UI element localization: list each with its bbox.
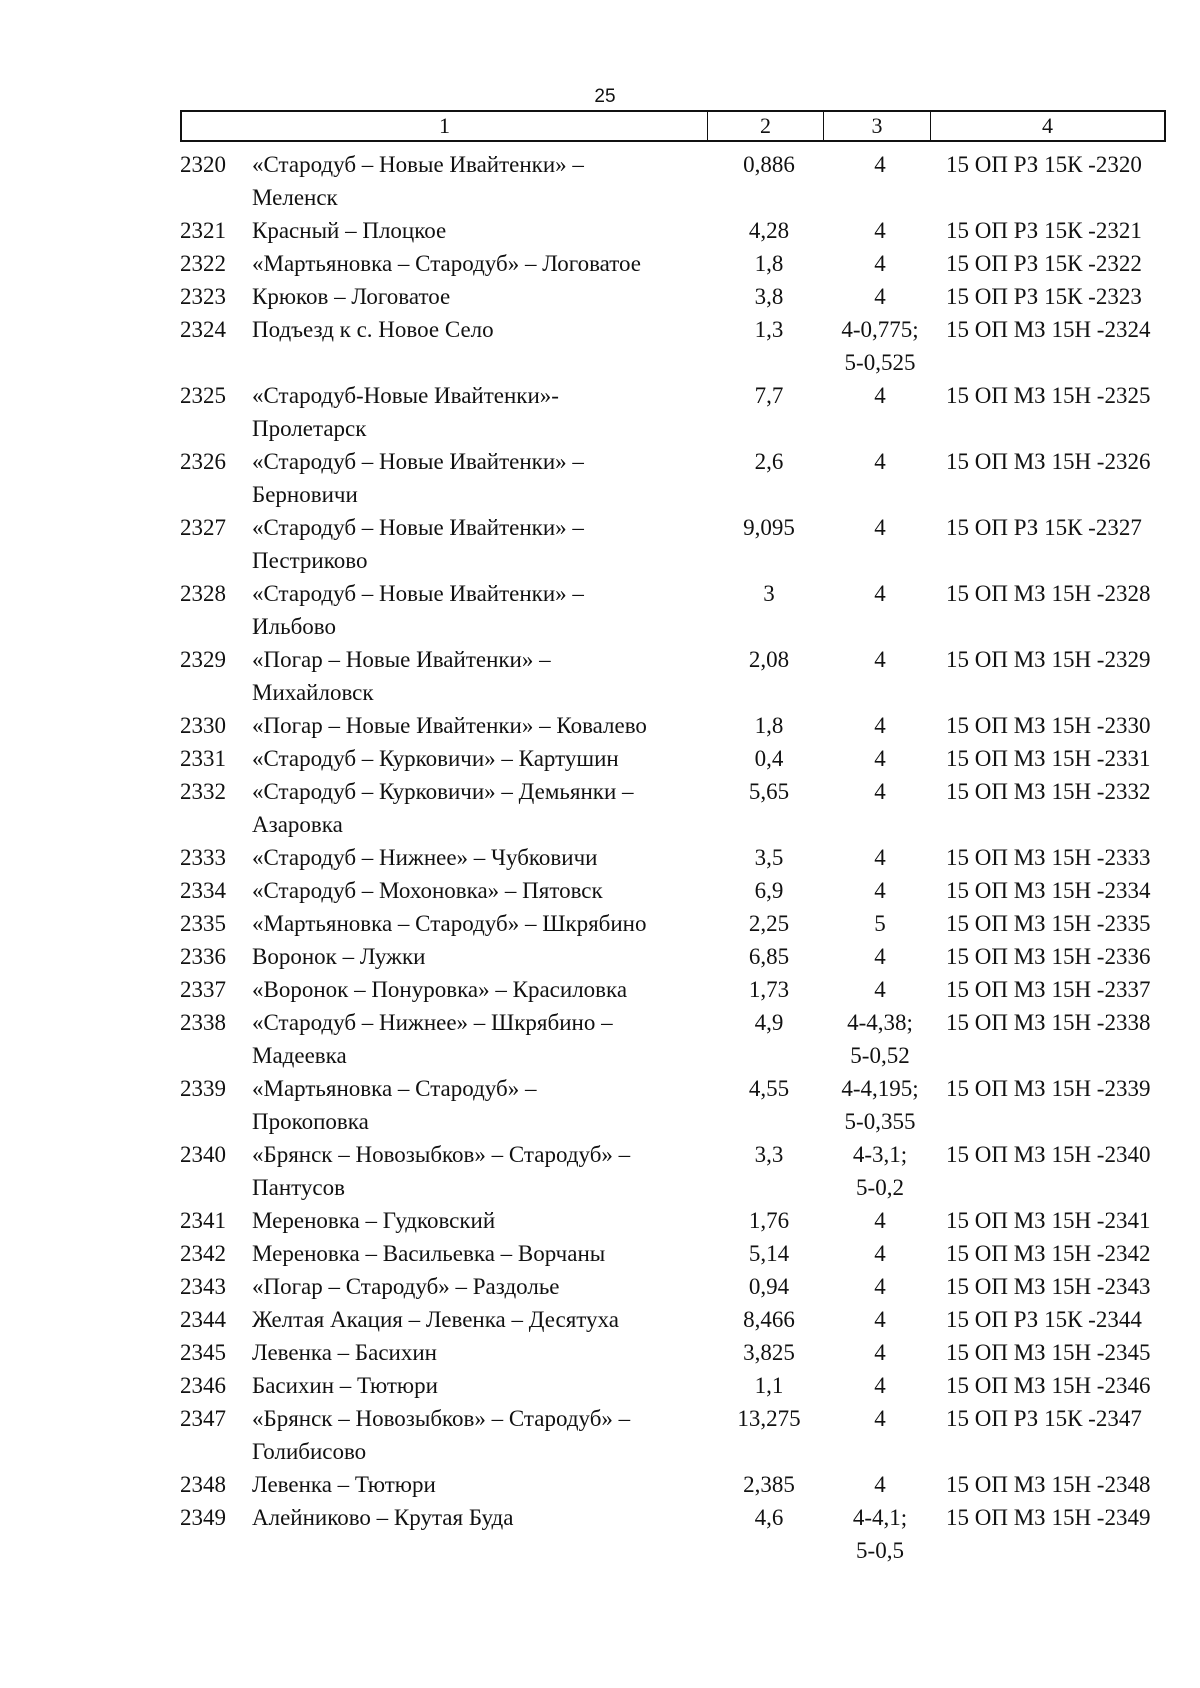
road-category [822,874,938,907]
road-name [252,907,716,940]
road-length: 8,466 [743,1307,795,1332]
road-name [252,973,716,1006]
road-length: 4,9 [754,1010,784,1035]
road-name-line: «Мартьяновка – Стародуб» – Логоватое [252,251,641,276]
road-length: 5,14 [748,1241,790,1266]
road-id-code: 15 ОП МЗ 15Н -2342 [946,1241,1151,1266]
road-length: 9,095 [743,515,795,540]
road-category-line: 4 [874,1340,886,1365]
road-name-line: Берновичи [252,482,358,507]
road-category [822,445,938,511]
table-row [180,775,1180,841]
table-row [180,577,1180,643]
road-id-code: 15 ОП МЗ 15Н -2346 [946,1373,1151,1398]
road-name-line: Ильбово [252,614,336,639]
road-category-line: 4-4,1; [852,1505,908,1530]
road-id-code: 15 ОП РЗ 15К -2344 [946,1307,1142,1332]
row-number: 2332 [180,779,226,804]
road-name-line: Крюков – Логоватое [252,284,451,309]
road-category [822,313,938,379]
road-id-code: 15 ОП МЗ 15Н -2328 [946,581,1151,606]
road-length: 4,55 [748,1076,790,1101]
road-id-code: 15 ОП РЗ 15К -2347 [946,1406,1142,1431]
road-category [822,907,938,940]
road-length: 1,76 [748,1208,790,1233]
road-id-code: 15 ОП МЗ 15Н -2338 [946,1010,1151,1035]
table-body [180,148,1180,1567]
road-name [252,643,716,709]
road-name-line: Михайловск [252,680,374,705]
road-name [252,709,716,742]
table-row [180,148,1180,214]
road-category-line: 5-0,5 [856,1538,904,1563]
road-category [822,1501,938,1567]
road-id-code: 15 ОП МЗ 15Н -2340 [946,1142,1151,1167]
road-length: 6,9 [754,878,784,903]
table-row [180,1468,1180,1501]
row-number: 2349 [180,1505,226,1530]
row-number: 2337 [180,977,226,1002]
row-number: 2343 [180,1274,226,1299]
table-row [180,1006,1180,1072]
road-name [252,1468,716,1501]
row-number: 2321 [180,218,226,243]
road-id-code: 15 ОП МЗ 15Н -2324 [946,317,1151,342]
road-category [822,1072,938,1138]
road-category [822,1303,938,1336]
road-id-code: 15 ОП МЗ 15Н -2336 [946,944,1151,969]
table-row [180,874,1180,907]
road-length: 1,8 [754,251,784,276]
road-category-line: 4 [874,251,886,276]
road-name [252,1006,716,1072]
road-id-code: 15 ОП РЗ 15К -2321 [946,218,1142,243]
road-name-line: Азаровка [252,812,343,837]
road-name-line: «Стародуб – Новые Ивайтенки» – [252,581,584,606]
road-name-line: «Стародуб-Новые Ивайтенки»- [252,383,559,408]
road-name-line: «Стародуб – Курковичи» – Демьянки – [252,779,634,804]
row-number: 2346 [180,1373,226,1398]
road-category-line: 4 [874,1472,886,1497]
road-name-line: «Стародуб – Мохоновка» – Пятовск [252,878,603,903]
road-category-line: 4 [874,845,886,870]
road-name-line: «Стародуб – Нижнее» – Чубковичи [252,845,598,870]
table-row [180,841,1180,874]
table-row [180,643,1180,709]
row-number: 2335 [180,911,226,936]
header-col-4: 4 [1042,113,1053,138]
road-category-line: 4 [874,515,886,540]
road-category-line: 5-0,2 [856,1175,904,1200]
row-number: 2326 [180,449,226,474]
road-name-line: «Погар – Новые Ивайтенки» – Ковалево [252,713,647,738]
road-category [822,1237,938,1270]
header-col-1: 1 [182,112,708,140]
road-name-line: Мадеевка [252,1043,347,1068]
road-name [252,1138,716,1204]
road-id-code: 15 ОП РЗ 15К -2327 [946,515,1142,540]
row-number: 2334 [180,878,226,903]
road-name [252,1336,716,1369]
table-row [180,742,1180,775]
row-number: 2347 [180,1406,226,1431]
road-length: 4,6 [754,1505,784,1530]
road-name-line: «Погар – Новые Ивайтенки» – [252,647,551,672]
table-row [180,511,1180,577]
row-number: 2331 [180,746,226,771]
road-name-line: Меленск [252,185,338,210]
road-category [822,742,938,775]
road-id-code: 15 ОП МЗ 15Н -2337 [946,977,1151,1002]
road-name-line: Голибисово [252,1439,367,1464]
road-id-code: 15 ОП МЗ 15Н -2334 [946,878,1151,903]
row-number: 2329 [180,647,226,672]
road-name-line: Пантусов [252,1175,345,1200]
row-number: 2344 [180,1307,226,1332]
road-length: 3,5 [754,845,784,870]
table-row [180,445,1180,511]
road-id-code: 15 ОП МЗ 15Н -2349 [946,1505,1151,1530]
road-category [822,709,938,742]
row-number: 2348 [180,1472,226,1497]
road-length: 7,7 [754,383,784,408]
road-name [252,940,716,973]
table-row [180,907,1180,940]
road-category-line: 4 [874,779,886,804]
road-name-line: Желтая Акация – Левенка – Десятуха [252,1307,619,1332]
road-name [252,1402,716,1468]
road-name-line: Левенка – Басихин [252,1340,437,1365]
road-id-code: 15 ОП МЗ 15Н -2341 [946,1208,1151,1233]
table-row [180,214,1180,247]
road-id-code: 15 ОП РЗ 15К -2320 [946,152,1142,177]
road-category-line: 4 [874,218,886,243]
road-category [822,379,938,445]
road-id-code: 15 ОП РЗ 15К -2323 [946,284,1142,309]
road-id-code: 15 ОП МЗ 15Н -2339 [946,1076,1151,1101]
road-length: 3,825 [743,1340,795,1365]
road-length: 0,886 [743,152,795,177]
road-category-line: 4 [874,152,886,177]
road-name-line: «Брянск – Новозыбков» – Стародуб» – [252,1406,631,1431]
road-length: 1,8 [754,713,784,738]
road-name-line: Красный – Плоцкое [252,218,447,243]
table-row [180,1237,1180,1270]
row-number: 2320 [180,152,226,177]
road-category [822,775,938,841]
road-category-line: 4 [874,581,886,606]
table-row [180,940,1180,973]
road-category [822,1336,938,1369]
table-row [180,1204,1180,1237]
road-name-line: Мереновка – Гудковский [252,1208,496,1233]
road-name [252,841,716,874]
road-category-line: 4-0,775; [841,317,919,342]
road-category-line: 4 [874,449,886,474]
road-category-line: 5-0,525 [844,350,916,375]
road-name-line: Пролетарск [252,416,367,441]
road-id-code: 15 ОП МЗ 15Н -2332 [946,779,1151,804]
road-length: 2,6 [754,449,784,474]
row-number: 2323 [180,284,226,309]
row-number: 2338 [180,1010,226,1035]
row-number: 2340 [180,1142,226,1167]
road-length: 2,08 [748,647,790,672]
road-category [822,511,938,577]
road-category-line: 5-0,52 [850,1043,910,1068]
road-category [822,1468,938,1501]
road-name [252,313,716,379]
page-number: 25 [594,86,616,107]
table-row [180,1270,1180,1303]
road-name-line: «Стародуб – Новые Ивайтенки» – [252,449,584,474]
road-name [252,1369,716,1402]
table-row [180,379,1180,445]
road-category [822,973,938,1006]
road-category [822,247,938,280]
road-name-line: «Мартьяновка – Стародуб» – Шкрябино [252,911,647,936]
road-name [252,280,716,313]
road-category [822,1270,938,1303]
road-category [822,577,938,643]
road-name [252,1501,716,1567]
road-length: 13,275 [737,1406,801,1431]
road-name [252,874,716,907]
road-category-line: 4 [874,647,886,672]
road-name [252,775,716,841]
road-name-line: Пестриково [252,548,368,573]
road-category-line: 4 [874,1208,886,1233]
row-number: 2342 [180,1241,226,1266]
row-number: 2336 [180,944,226,969]
road-length: 6,85 [748,944,790,969]
road-category [822,1006,938,1072]
road-category-line: 4-4,195; [841,1076,919,1101]
road-id-code: 15 ОП МЗ 15Н -2348 [946,1472,1151,1497]
road-name-line: Подъезд к с. Новое Село [252,317,494,342]
road-category-line: 4 [874,1274,886,1299]
road-category-line: 4 [874,1373,886,1398]
road-length: 0,94 [748,1274,790,1299]
road-category-line: 4 [874,746,886,771]
road-category-line: 4 [874,977,886,1002]
row-number: 2324 [180,317,226,342]
road-length: 1,73 [748,977,790,1002]
road-category [822,1402,938,1468]
road-name [252,445,716,511]
road-category [822,841,938,874]
header-col-3: 3 [824,112,931,140]
road-name-line: Левенка – Тютюри [252,1472,436,1497]
table-row [180,313,1180,379]
road-category [822,1138,938,1204]
road-category-line: 4-4,38; [847,1010,913,1035]
road-name-line: «Мартьяновка – Стародуб» – [252,1076,537,1101]
row-number: 2330 [180,713,226,738]
road-name [252,511,716,577]
road-id-code: 15 ОП МЗ 15Н -2343 [946,1274,1151,1299]
row-number: 2341 [180,1208,226,1233]
road-length: 1,1 [754,1373,784,1398]
road-category [822,940,938,973]
road-category [822,280,938,313]
road-name [252,577,716,643]
road-category [822,214,938,247]
road-name-line: «Стародуб – Курковичи» – Картушин [252,746,619,771]
road-name [252,1204,716,1237]
table-header [180,110,1166,142]
table-row [180,1501,1180,1567]
road-name [252,247,716,280]
table-row [180,1369,1180,1402]
table-row [180,1138,1180,1204]
road-name [252,379,716,445]
row-number: 2325 [180,383,226,408]
road-name [252,1237,716,1270]
road-category [822,1369,938,1402]
road-name [252,214,716,247]
table-row [180,973,1180,1006]
row-number: 2333 [180,845,226,870]
road-id-code: 15 ОП МЗ 15Н -2330 [946,713,1151,738]
road-length: 2,25 [748,911,790,936]
table-row [180,280,1180,313]
road-name-line: «Брянск – Новозыбков» – Стародуб» – [252,1142,631,1167]
road-id-code: 15 ОП МЗ 15Н -2325 [946,383,1151,408]
road-category-line: 4 [874,944,886,969]
road-category-line: 4 [874,1307,886,1332]
road-name-line: «Стародуб – Нижнее» – Шкрябино – [252,1010,613,1035]
table-row [180,247,1180,280]
road-id-code: 15 ОП РЗ 15К -2322 [946,251,1142,276]
road-category-line: 4 [874,383,886,408]
table-row [180,1303,1180,1336]
road-name-line: Прокоповка [252,1109,369,1134]
road-length: 4,28 [748,218,790,243]
road-name-line: «Стародуб – Новые Ивайтенки» – [252,152,584,177]
road-length: 1,3 [754,317,784,342]
road-id-code: 15 ОП МЗ 15Н -2326 [946,449,1151,474]
road-category-line: 4-3,1; [852,1142,908,1167]
road-category [822,643,938,709]
row-number: 2322 [180,251,226,276]
road-category-line: 5-0,355 [844,1109,916,1134]
road-name-line: «Погар – Стародуб» – Раздолье [252,1274,560,1299]
road-length: 5,65 [748,779,790,804]
road-name [252,148,716,214]
road-category [822,1204,938,1237]
road-name-line: Мереновка – Васильевка – Ворчаны [252,1241,606,1266]
road-name [252,1303,716,1336]
road-category-line: 4 [874,713,886,738]
road-name [252,1270,716,1303]
road-length: 3 [763,581,775,606]
road-category-line: 4 [874,1241,886,1266]
road-id-code: 15 ОП МЗ 15Н -2329 [946,647,1151,672]
road-id-code: 15 ОП МЗ 15Н -2335 [946,911,1151,936]
road-id-code: 15 ОП МЗ 15Н -2345 [946,1340,1151,1365]
table-row [180,1402,1180,1468]
road-name [252,742,716,775]
road-category-line: 5 [874,911,886,936]
road-category [822,148,938,214]
road-name-line: «Стародуб – Новые Ивайтенки» – [252,515,584,540]
row-number: 2339 [180,1076,226,1101]
row-number: 2328 [180,581,226,606]
row-number: 2345 [180,1340,226,1365]
row-number: 2327 [180,515,226,540]
road-category-line: 4 [874,878,886,903]
table-row [180,1072,1180,1138]
road-length: 0,4 [754,746,784,771]
road-length: 3,8 [754,284,784,309]
road-name-line: Алейниково – Крутая Буда [252,1505,514,1530]
table-row [180,1336,1180,1369]
table-row [180,709,1180,742]
header-col-2: 2 [708,112,824,140]
road-name-line: Воронок – Лужки [252,944,426,969]
road-length: 2,385 [743,1472,795,1497]
road-id-code: 15 ОП МЗ 15Н -2333 [946,845,1151,870]
road-name-line: Басихин – Тютюри [252,1373,438,1398]
road-name-line: «Воронок – Понуровка» – Красиловка [252,977,628,1002]
road-length: 3,3 [754,1142,784,1167]
road-category-line: 4 [874,284,886,309]
road-id-code: 15 ОП МЗ 15Н -2331 [946,746,1151,771]
road-category-line: 4 [874,1406,886,1431]
road-name [252,1072,716,1138]
